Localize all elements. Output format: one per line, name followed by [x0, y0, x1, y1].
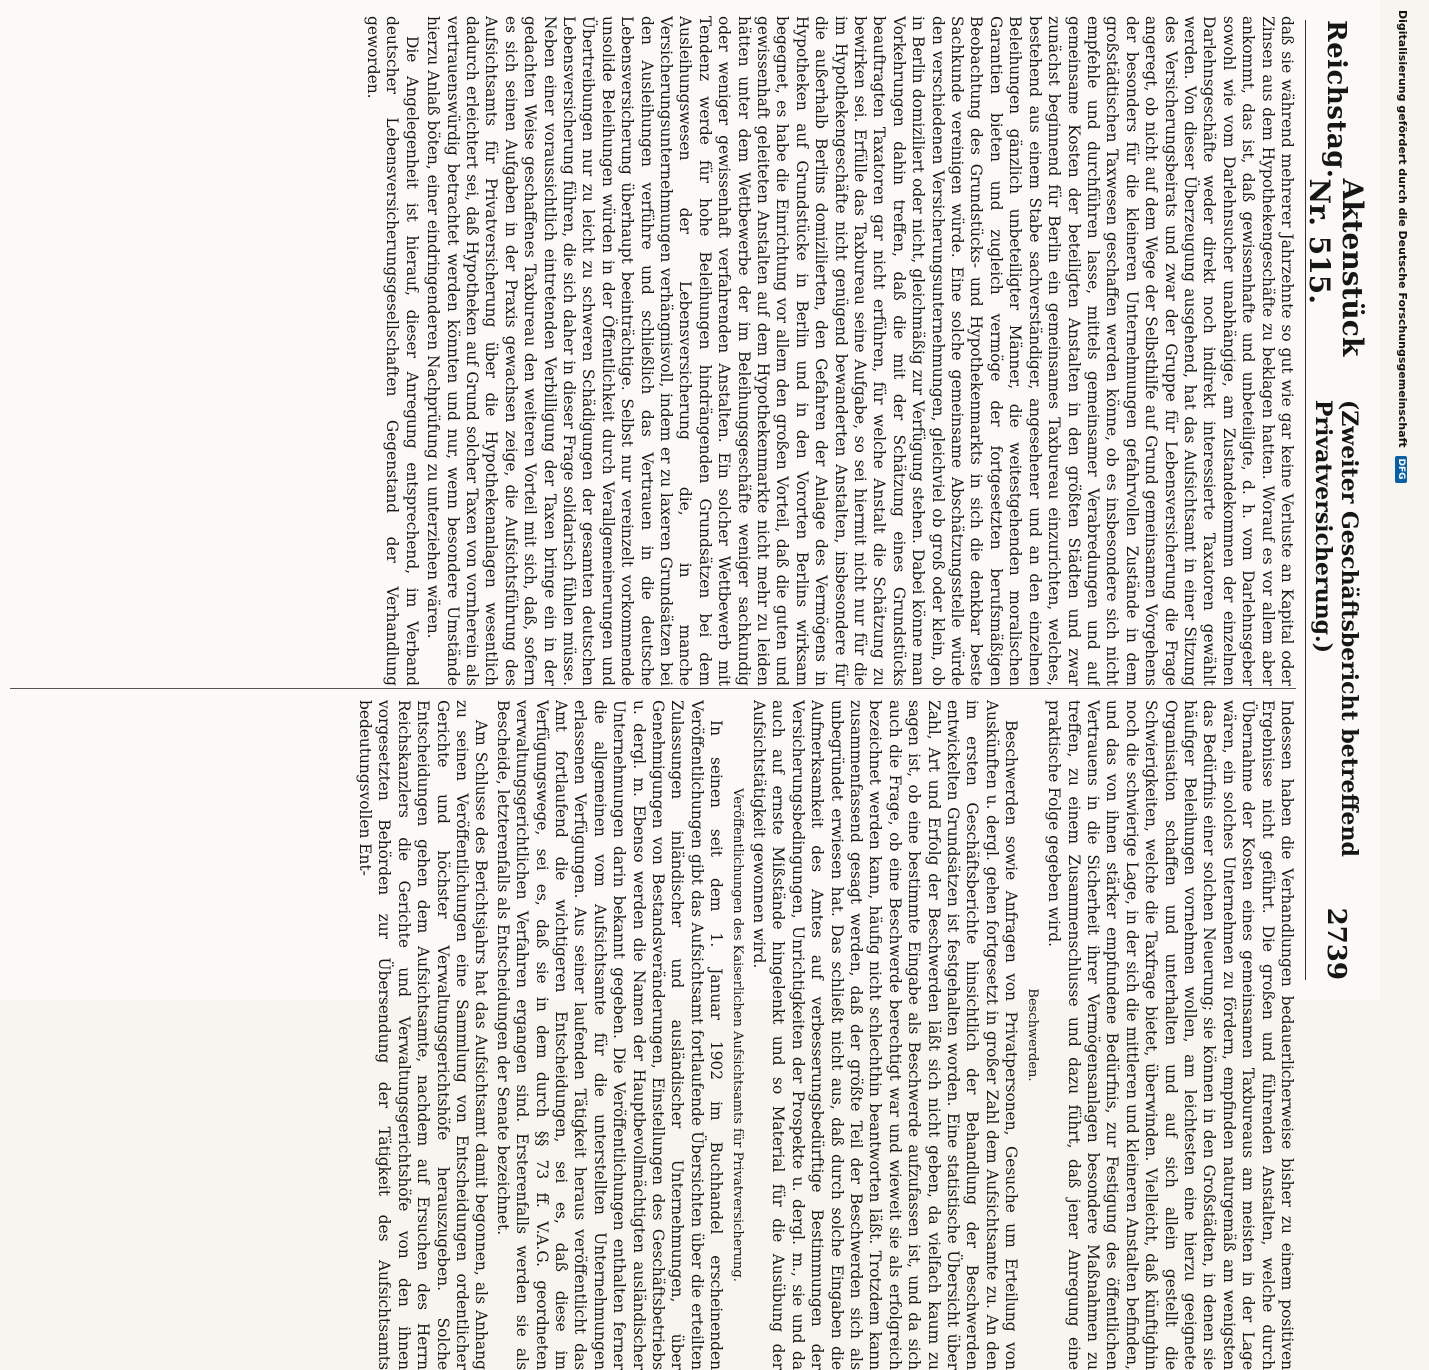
- left-paragraph-1: daß sie während mehrerer Jahrzehnte so gut wie gar keine Verluste an Kapital oder Zinsen aus dem Hypothekengeschäfte zu beklagen hatten. Worauf es vor allem aber ankommt, das ist, daß gewissenhafte und unbeteiligte, d. h. vom Darlehnsgeber sowohl wie vom Darlehnsucher unabhängige, am Zustandekommen der einzelnen Darlehnsgeschäfte weder direkt noch indirekt interessierte Taxatoren gewählt werden. Von dieser Überzeugung ausgehend, hat das Aufsichtsamt in einer Sitzung des Versicherungsbeirats und zwar der Gruppe für Lebensversicherung die Frage angeregt, ob nicht auf dem Wege der Selbsthilfe auf Grund gemeinsamen Vorgehens der besonders für die kleineren Unternehmungen gefahrvollen Zustände in dem großstädtischen Taxwesen geschaffen werden könne, ob es insbesondere sich nicht empfehle und durchführen lasse, mittels gemeinsamer Verabredungen und auf gemeinsame Kosten der beteiligten Anstalten in den größten Städten und zwar zunächst beginnend für Berlin ein gemeinsames Taxbureau einzurichten, welches, bestehend aus einem Stabe sachverständiger, angesehener und an den einzelnen Beleihungen gänzlich unbeteiligter Männer, die weitestgehenden moralischen Garantien bieten und zugleich vermöge der fortgesetzten berufsmäßigen Beobachtung des Grundstücks- und Hypothekenmarkts in sich die denkbar beste Sachkunde vereinigen würde. Eine solche gemeinsame Abschätzungsstelle würde den verschiedenen Versicherungsunternehmungen, gleichviel ob groß oder klein, ob in Berlin domiziliert oder nicht, gleichmäßig zur Verfügung stehen. Dabei könne man Vorkehrungen dahin treffen, daß die mit der Schätzung eines Grundstücks beauftragten Taxatoren gar nicht erführen, für welche Anstalt die Schätzung zu bewirken sei. Erfülle das Taxbureau seine Aufgabe, so sei hiermit nicht nur für die im Hypothekengeschäfte nicht genügend bewanderten Anstalten, insbesondere für die außerhalb Berlins domizilierten, den Gefahren der Anlage des Vermögens in Hypotheken auf Grundstücke in Berlin und in den Vororten Berlins wirksam begegnet, es habe die Einrichtung vor allem den großen Vorteil, daß die guten und gewissenhaft geleiteten Anstalten auf dem Hypothekenmarkte nicht mehr zu leiden hätten unter dem Wettbewerbe der im Beleihungsgeschäfte weniger sachkundig oder weniger gewissenhaft verfahrenden Anstalten. Ein solcher Wettbewerb mit Tendenz werde für hohe Beleihungen hindrängenden Grundsätzen bei dem Ausleihungswesen der Lebensversicherung die, in manche Versicherungsunternehmungen verhängnisvoll, indem er zu laxeren Grundsätzen bei den Ausleihungen verführe und schließlich das Vertrauen in die deutsche Lebensversicherung überhaupt beeinträchtige. Selbst nur vereinzelt vorkommende unsolide Beleihungen würden in der Öffentlichkeit durch Verallgemeinerungen und Übertreibungen nur zu leicht zu schweren Schädigungen der gesamten deutschen Lebensversicherung führen, die sich daher in dieser Frage solidarisch fühlen müsse. Neben einer voraussichtlich eintretenden Verbilligung der Taxen bringe ein in der gedachten Weise geschaffenes Taxbureau den weiteren Vorteil mit sich, daß, sofern es sich seinen Aufgaben in der Praxis gewachsen zeige, die Aufsichtsführung des Aufsichtsamts für Privatversicherung über die Hypothekenanlagen wesentlich dadurch erleichtert sei, daß Hypotheken auf Grund solcher Taxen von vornherein als vertrauenswürdig betrachtet werden könnten und nur, wenn besondere Umstände hierzu Anlaß böten, einer eindringenderen Nachprüfung zu unterziehen wären.: [424, 16, 1296, 686]
- left-column: [10, 16, 1296, 686]
- dfg-logo: DFG: [1395, 456, 1407, 483]
- right-paragraph-4: Am Schlusse des Berichtsjahrs hat das Aufsichtsamt damit begonnen, als Anhang zu seinen Veröffentlichungen eine Sammlung von Entscheidungen ordentlicher Gerichte und höchster Verwaltungsgerichtshöfe herauszugeben. Solche Entscheidungen gehen dem Aufsichtsamte, nachdem auf Ersuchen des Herrn Reichskanzlers die Gerichte und Verwaltungsgerichtshöfe von den ihnen vorgesetzten Behörden zur Übersendung der Tätigkeit des Aufsichtsamts bedeutungsvollen Ent-: [355, 700, 491, 1370]
- page-number: 2739: [1321, 907, 1351, 980]
- right-paragraph-3: In seinen seit dem 1. Januar 1902 im Buchhandel erscheinenden Veröffentlichungen gibt das Aufsichtsamt fortlaufende Übersichten über die erteilten Zulassungen inländischer und ausländischer Unternehmungen, über Genehmigungen von Bestandsveränderungen, Einstellungen des Geschäftsbetriebs u. dergl. m. Ebenso werden die Namen der Hauptbevollmächtigten ausländischer Unternehmungen darin bekannt gegeben. Die Veröffentlichungen enthalten ferner die allgemeinen vom Aufsichtsamte für die unterstellten Unternehmungen erlassenen Verfügungen. Aus seiner laufenden Tätigkeit heraus veröffentlicht das Amt fortlaufend die wichtigeren Entscheidungen, sei es, daß diese im Verfügungswege, sei es, daß sie in dem durch §§ 73 ff. V.A.G. geordneten verwaltungsgerichtlichen Verfahren ergangen sind. Ersterenfalls werden sie als Bescheide, letzterenfalls als Entscheidungen der Senate bezeichnet.: [493, 700, 726, 1370]
- section-heading-beschwerden: Beschwerden.: [1024, 988, 1040, 1082]
- left-paragraph-2: Die Angelegenheit ist hierauf, dieser Anregung entsprechend, im Verband deutscher Lebensversicherungsgesellschaften Gegenstand der Verhandlung geworden.: [363, 16, 421, 686]
- right-column: [10, 700, 1296, 1370]
- section-heading-veroeffentlichungen: Veröffentlichungen des Kaiserlichen Aufsichtsamts für Privatversicherung.: [729, 788, 745, 1282]
- right-paragraph-2: Beschwerden sowie Anfragen von Privatpersonen, Gesuche um Erteilung von Auskünften u. dergl. gehen fortgesetzt in großer Zahl dem Aufsichtsamte zu. An den im ersten Geschäftsberichte hinsichtlich der Behandlung der Beschwerden entwickelten Grundsätzen ist festgehalten worden. Eine statistische Übersicht über Zahl, Art und Erfolg der Beschwerden läßt sich nicht geben, da vielfach kaum zu sagen ist, ob eine bestimmte Eingabe als Beschwerde aufzufassen ist, und da sich auch die Frage, ob eine Beschwerde berechtigt war und wieweit sie als erfolgreich bezeichnet werden kann, häufig nicht schlechthin beantworten läßt. Trotzdem kann zusammenfassend gesagt werden, daß der größte Teil der Beschwerden sich als unbegründet erwiesen hat. Das schließt nicht aus, daß durch solche Eingaben die Aufmerksamkeit des Amtes auf verbesserungsbedürftige Bestimmungen der Versicherungsbedingungen, Unrichtigkeiten der Prospekte u. dergl. m., sie und da auch auf ernste Mißstände hingelenkt und so Material für die Ausübung der Aufsichtstätigkeit gewonnen wird.: [750, 700, 1021, 1370]
- running-head: [1303, 20, 1369, 980]
- digitization-notice-text: Digitalisierung gefördert durch die Deutsche Forschungsgemeinschaft: [1396, 10, 1409, 448]
- header-document-number: Aktenstück Nr. 515.: [1303, 178, 1369, 357]
- right-paragraph-1: Indessen haben die Verhandlungen bedauerlicherweise bisher zu einem positiven Ergebnisse nicht geführt. Die großen und führenden Anstalten, welche durch Übernahme der Kosten eines gemeinsamen Taxbureaus am meisten in der Lage wären, ein solches Unternehmen zu fördern, empfinden naturgemäß am wenigsten das Bedürfnis einer solchen Neuerung; sie können in den Großstädten, in denen sie häufiger Beleihungen vornehmen wollen, am leichtesten eine hierzu geeignete Organisation schaffen und unterhalten und auf sich allein gestellt die Schwierigkeiten, welche die Taxfrage bietet, überwinden. Vielleicht, daß künftighin noch die schwierige Lage, in der sich die mittleren und kleineren Anstalten befinden, und das von ihnen stärker empfundene Bedürfnis, zur Festigung des öffentlichen Vertrauens in die Sicherheit ihrer Vermögensanlagen besondere Maßnahmen zu treffen, zu einem Zusammenschlusse und dazu führt, daß jener Anregung eine praktische Folge gegeben wird.: [1045, 700, 1296, 1370]
- header-title: (Zweiter Geschäftsbericht betreffend Privatversicherung.): [1310, 399, 1362, 857]
- header-reichstag: Reichstag.: [1321, 20, 1351, 179]
- column-divider: [10, 688, 1296, 689]
